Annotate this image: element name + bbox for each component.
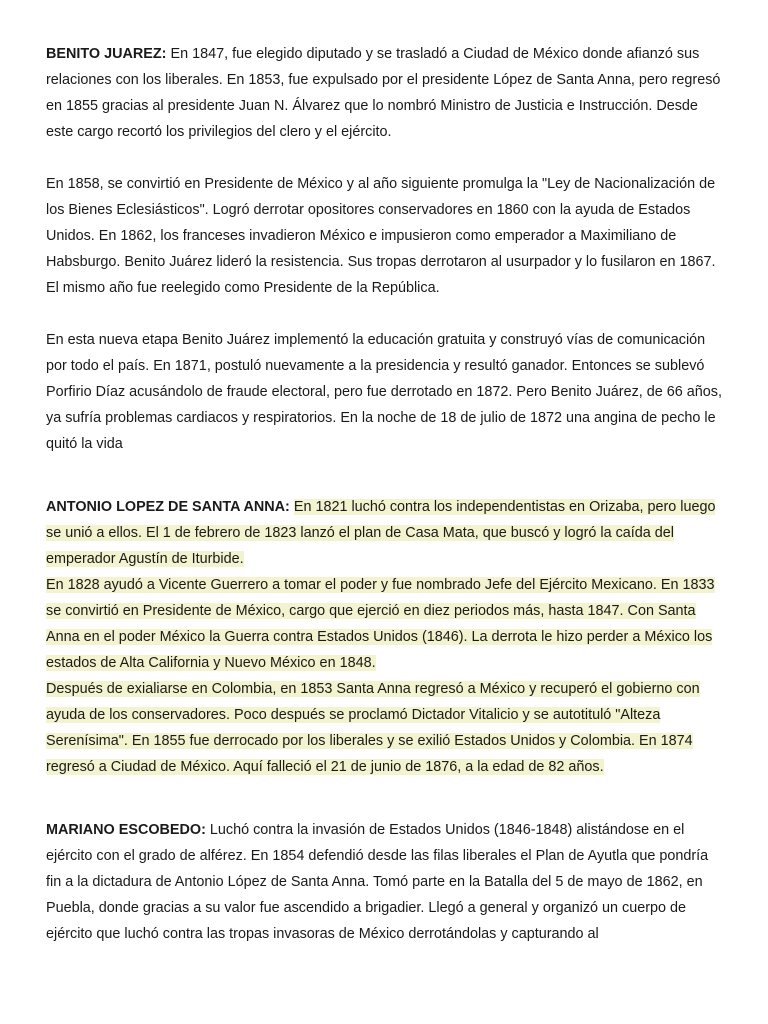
juarez-paragraph-3: En esta nueva etapa Benito Juárez implementó la educación gratuita y construyó vías de comunicación por todo el país. En 1871, postuló nuevamente a la presidencia y resultó ganador. Entonces se sublevó Porfirio Díaz acusándolo de fraude electoral, pero fue derrotado en 1872. Pero Benito Juárez, de 66 años, ya sufría problemas cardiacos y respiratorios. En la noche de 18 de julio de 1872 una angina de pecho le quitó la vida bbox=[46, 332, 722, 452]
document-page bbox=[46, 41, 726, 947]
juarez-paragraph-2: En 1858, se convirtió en Presidente de México y al año siguiente promulga la "Ley de Nacionalización de los Bienes Eclesiásticos". Logró derrotar opositores conservadores en 1860 con la ayuda de Estados Unidos. En 1862, los franceses invadieron México e impusieron como emperador a Maximiliano de Habsburgo. Benito Juárez lideró la resistencia. Sus tropas derrotaron al usurpador y lo fusilaron en 1867. El mismo año fue reelegido como Presidente de la República. bbox=[46, 176, 716, 296]
paragraph-spacer bbox=[46, 301, 726, 327]
santa-anna-text-2: En 1828 ayudó a Vicente Guerrero a tomar el poder y fue nombrado Jefe del Ejército Mexicano. En 1833 se convirtió en Presidente de México, cargo que ejerció en diez periodos más, hasta 1847. Con Santa Anna en el poder México la Guerra contra Estados Unidos (1846). La derrota le hizo perder a México los estados de Alta California y Nuevo México en 1848. bbox=[46, 577, 715, 671]
juarez-paragraph-1 bbox=[46, 41, 726, 145]
escobedo-heading: MARIANO ESCOBEDO: bbox=[46, 822, 206, 838]
escobedo-paragraph-1 bbox=[46, 817, 726, 947]
juarez-heading: BENITO JUAREZ: bbox=[46, 46, 167, 62]
escobedo-text-1: Luchó contra la invasión de Estados Unidos (1846-1848) alistándose en el ejército con el grado de alférez. En 1854 defendió desde las filas liberales el Plan de Ayutla que pondría fin a la dictadura de Antonio López de Santa Anna. Tomó parte en la Batalla del 5 de mayo de 1862, en Puebla, donde gracias a su valor fue ascendido a brigadier. Llegó a general y organizó un cuerpo de ejército que luchó contra las tropas invasoras de México derrotándolas y capturando al bbox=[46, 822, 709, 942]
santa-anna-text-1: En 1821 luchó contra los independentistas en Orizaba, pero luego se unió a ellos. El 1 de febrero de 1823 lanzó el plan de Casa Mata, que buscó y logró la caída del emperador Agustín de Iturbide. bbox=[46, 499, 716, 567]
santa-anna-heading: ANTONIO LOPEZ DE SANTA ANNA: bbox=[46, 499, 290, 515]
section-spacer bbox=[46, 780, 726, 817]
juarez-text-1: En 1847, fue elegido diputado y se trasladó a Ciudad de México donde afianzó sus relaciones con los liberales. En 1853, fue expulsado por el presidente López de Santa Anna, pero regresó en 1855 gracias al presidente Juan N. Álvarez que lo nombró Ministro de Justicia e Instrucción. Desde este cargo recortó los privilegios del clero y el ejército. bbox=[46, 46, 721, 140]
santa-anna-paragraph-1 bbox=[46, 494, 726, 572]
santa-anna-paragraph-3 bbox=[46, 676, 726, 780]
santa-anna-paragraph-2 bbox=[46, 572, 726, 676]
santa-anna-text-3: Después de exialiarse en Colombia, en 1853 Santa Anna regresó a México y recuperó el gobierno con ayuda de los conservadores. Poco después se proclamó Dictador Vitalicio y se autotituló "Alteza Serenísima". En 1855 fue derrocado por los liberales y se exilió Estados Unidos y Colombia. En 1874 regresó a Ciudad de México. Aquí falleció el 21 de junio de 1876, a la edad de 82 años. bbox=[46, 681, 700, 775]
section-spacer bbox=[46, 457, 726, 494]
paragraph-spacer bbox=[46, 145, 726, 171]
